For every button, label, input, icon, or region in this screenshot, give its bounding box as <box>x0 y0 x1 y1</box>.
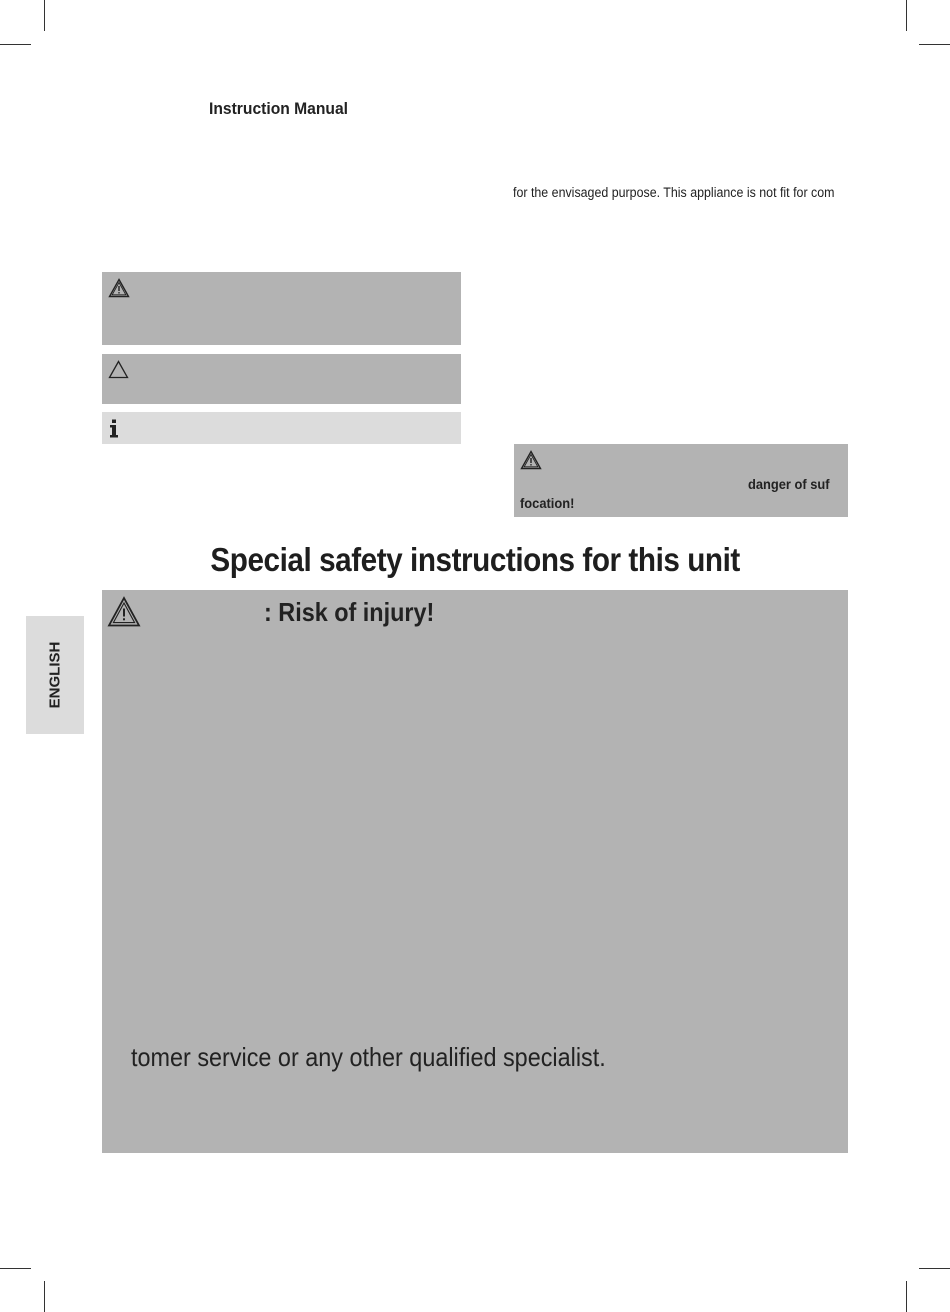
crop-mark-bottom-left-h <box>0 1268 31 1269</box>
language-tab-label: ENGLISH <box>46 641 64 709</box>
crop-mark-top-left-h <box>0 44 31 45</box>
caution-box <box>102 354 461 404</box>
note-box <box>102 412 461 444</box>
warning-triangle-icon <box>107 596 141 628</box>
risk-of-injury-heading: : Risk of injury! <box>264 597 435 627</box>
crop-mark-top-right-h <box>919 44 950 45</box>
warning-triangle-icon <box>520 450 542 470</box>
info-icon <box>108 419 120 438</box>
suffocation-line-1: danger of suf <box>748 476 830 492</box>
crop-mark-bottom-right-h <box>919 1268 950 1269</box>
risk-body-text: tomer service or any other qualified specialist. <box>131 1042 606 1072</box>
intro-text-line: for the envisaged purpose. This appliance is not fit for com <box>513 185 835 200</box>
crop-mark-bottom-right-v <box>906 1281 907 1312</box>
language-tab <box>26 616 84 734</box>
manual-title: Instruction Manual <box>209 99 349 118</box>
warning-triangle-icon <box>108 278 130 298</box>
warning-box <box>102 272 461 345</box>
section-heading <box>0 541 950 579</box>
suffocation-line-2: focation! <box>520 495 575 511</box>
caution-triangle-icon <box>108 360 129 379</box>
crop-mark-top-left-v <box>44 0 45 31</box>
crop-mark-top-right-v <box>906 0 907 31</box>
section-heading-text: Special safety instructions for this unit <box>210 541 740 578</box>
crop-mark-bottom-left-v <box>44 1281 45 1312</box>
suffocation-warning-box <box>514 444 848 517</box>
